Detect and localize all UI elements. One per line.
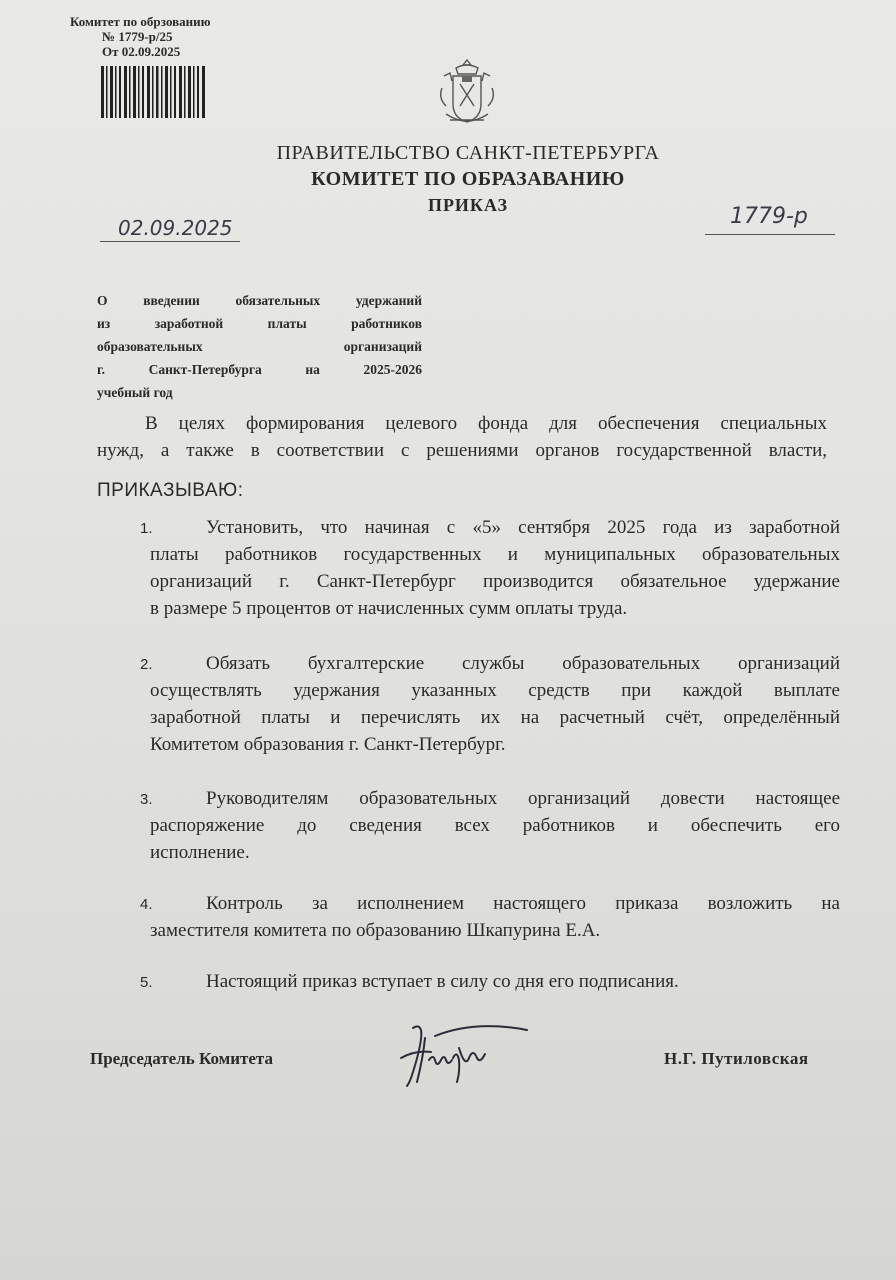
item-line: Комитетом образования г. Санкт-Петербург. bbox=[150, 734, 506, 755]
item-line: распоряжение до сведения всех работников и обеспечить его bbox=[150, 815, 840, 836]
handwritten-number: 1779-р bbox=[730, 204, 808, 229]
item-line: Установить, что начиная с «5» сентября 2025 года из заработной bbox=[206, 517, 840, 538]
item-line: в размере 5 процентов от начисленных сумм оплаты труда. bbox=[150, 598, 628, 619]
government-title: ПРАВИТЕЛЬСТВО САНКТ-ПЕТЕРБУРГА bbox=[276, 142, 660, 164]
item-text bbox=[150, 650, 840, 758]
stamp-line-committee: Комитет по обрзованию bbox=[70, 14, 211, 29]
item-line: Руководителям образовательных организаций довести настоящее bbox=[206, 788, 840, 809]
date-underline bbox=[100, 241, 240, 242]
item-number: 4. bbox=[140, 896, 153, 913]
signatory-title: Председатель Комитета bbox=[90, 1049, 273, 1068]
item-line: Обязать бухгалтерские службы образовательных организаций bbox=[206, 653, 840, 674]
item-text bbox=[150, 514, 840, 622]
document-type: ПРИКАЗ bbox=[427, 195, 509, 215]
item-number: 2. bbox=[140, 656, 153, 673]
item-line: заработной платы и перечислять их на расчетный счёт, определённый bbox=[150, 707, 840, 728]
subject-line: образовательных организаций bbox=[97, 339, 422, 354]
item-line: исполнение. bbox=[150, 842, 250, 863]
subject-line: учебный год bbox=[97, 385, 173, 400]
preamble-line: нужд, а также в соответствии с решениями органов государственной власти, bbox=[97, 440, 827, 461]
stamp-line-date: От 02.09.2025 bbox=[102, 44, 181, 59]
number-underline bbox=[705, 234, 835, 235]
item-line: заместителя комитета по образованию Шкапурина Е.А. bbox=[150, 920, 601, 941]
preamble-paragraph bbox=[97, 410, 827, 464]
item-number: 1. bbox=[140, 520, 153, 537]
item-text bbox=[150, 890, 840, 944]
item-number: 3. bbox=[140, 791, 153, 808]
item-line: осуществлять удержания указанных средств при каждой выплате bbox=[150, 680, 840, 701]
item-text bbox=[150, 968, 840, 995]
item-text bbox=[150, 785, 840, 866]
item-line: организаций г. Санкт-Петербург производится обязательное удержание bbox=[150, 571, 840, 592]
subject-line: О введении обязательных удержаний bbox=[97, 293, 422, 308]
item-line: Контроль за исполнением настоящего приказа возложить на bbox=[206, 893, 840, 914]
order-heading: ПРИКАЗЫВАЮ: bbox=[97, 480, 244, 501]
subject-line: г. Санкт-Петербурга на 2025-2026 bbox=[97, 362, 422, 377]
item-line: платы работников государственных и муниципальных образовательных bbox=[150, 544, 840, 565]
signatory-name: Н.Г. Путиловская bbox=[664, 1049, 809, 1068]
handwritten-signature bbox=[395, 1018, 530, 1092]
preamble-line: В целях формирования целевого фонда для обеспечения специальных bbox=[145, 413, 827, 434]
document-subject bbox=[97, 289, 422, 404]
subject-line: из заработной платы работников bbox=[97, 316, 422, 331]
stamp-line-number: № 1779-р/25 bbox=[102, 29, 173, 44]
committee-title: КОМИТЕТ ПО ОБРАЗАВАНИЮ bbox=[311, 168, 625, 190]
coat-of-arms-emblem bbox=[436, 58, 498, 130]
registration-stamp bbox=[70, 14, 211, 59]
item-number: 5. bbox=[140, 974, 153, 991]
item-line: Настоящий приказ вступает в силу со дня его подписания. bbox=[206, 971, 679, 992]
barcode bbox=[101, 66, 207, 118]
handwritten-date: 02.09.2025 bbox=[118, 216, 233, 240]
